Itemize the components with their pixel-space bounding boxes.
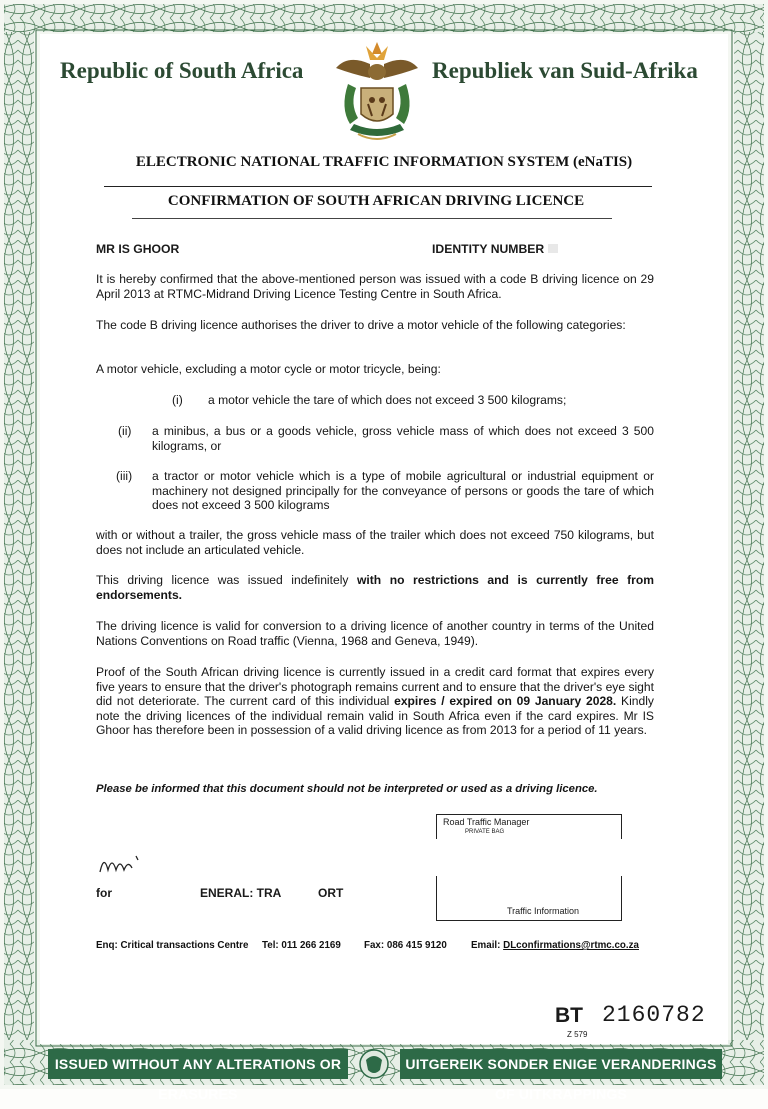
signatory-for: for bbox=[96, 886, 112, 900]
list-item-text: a minibus, a bus or a goods vehicle, gross vehicle mass of which does not exceed 3 500 kilograms, or bbox=[152, 424, 654, 453]
header-right-title: Republiek van Suid-Afrika bbox=[432, 58, 698, 83]
serial-number: 2160782 bbox=[602, 1002, 706, 1028]
stamp-top bbox=[436, 814, 622, 839]
paragraph-conversion: The driving licence is valid for conversion to a driving licence of another country in terms of the United Nations Conventions on Road traffic (Vienna, 1968 and Geneva, 1949). bbox=[96, 619, 654, 648]
list-item-text: a tractor or motor vehicle which is a type of mobile agricultural or industrial equipment or machinery not designed principally for the conveyance of persons or goods the tare of which does not exceed 3 500 kilograms bbox=[152, 469, 654, 513]
footer-email: Email: DLconfirmations@rtmc.co.za bbox=[471, 940, 639, 951]
footer-fax: Fax: 086 415 9120 bbox=[364, 940, 447, 951]
person-name: MR IS GHOOR bbox=[96, 242, 180, 256]
signatory-department: ENERAL: TRA bbox=[200, 886, 282, 900]
band-left: ISSUED WITHOUT ANY ALTERATIONS OR ERASURES bbox=[48, 1049, 348, 1079]
title-underline bbox=[132, 218, 612, 219]
footer-enquiries: Enq: Critical transactions Centre bbox=[96, 940, 249, 951]
stamp-line-1: Road Traffic Manager bbox=[443, 817, 530, 827]
list-item-number: (i) bbox=[172, 393, 183, 407]
serial-prefix: BT bbox=[555, 1004, 583, 1027]
form-code: Z 579 bbox=[567, 1030, 588, 1039]
paragraph-trailer: with or without a trailer, the gross vehicle mass of the trailer which does not exceed 750 kilograms, but does not include an articulated vehicle. bbox=[96, 528, 654, 557]
footer-telephone: Tel: 011 266 2169 bbox=[262, 940, 341, 951]
list-item-number: (iii) bbox=[116, 469, 133, 483]
header-left-title: Republic of South Africa bbox=[60, 58, 304, 83]
system-title: ELECTRONIC NATIONAL TRAFFIC INFORMATION SYSTEM (eNaTIS) bbox=[135, 154, 633, 170]
email-link[interactable]: DLconfirmations@rtmc.co.za bbox=[503, 940, 639, 951]
disclaimer-notice: Please be informed that this document should not be interpreted or used as a driving licence. bbox=[96, 783, 598, 795]
title-divider bbox=[104, 186, 652, 187]
signatory-department-tail: ORT bbox=[318, 886, 344, 900]
paragraph-vehicle: A motor vehicle, excluding a motor cycle or motor tricycle, being: bbox=[96, 362, 441, 376]
coat-of-arms-icon bbox=[328, 38, 426, 146]
paragraph-issue: It is hereby confirmed that the above-mentioned person was issued with a code B driving licence on 29 April 2013 at RTMC-Midrand Driving Licence Testing Centre in South Africa. bbox=[96, 272, 654, 301]
stamp-line-2: PRIVATE BAG bbox=[465, 829, 505, 835]
band-right: UITGEREIK SONDER ENIGE VERANDERINGS OF UITKRAPPINGS bbox=[400, 1049, 722, 1079]
stamp-line-3: Traffic Information bbox=[507, 906, 580, 916]
paragraph-restrictions: This driving licence was issued indefinitely with no restrictions and is currently free from endorsements. bbox=[96, 573, 654, 602]
paragraph-categories: The code B driving licence authorises the driver to drive a motor vehicle of the following categories: bbox=[96, 318, 626, 332]
document-title: CONFIRMATION OF SOUTH AFRICAN DRIVING LICENCE bbox=[167, 193, 585, 209]
paragraph-card-expiry: Proof of the South African driving licence is currently issued in a credit card format that expires every five years to ensure that the driver's photograph remains current and to ensure that the driver's eye sight did not deteriorate. The current card of this individual expires / expired on 09 January 2028. Kindly note the driving licences of the individual remain valid in South Africa even if the card expires. Mr IS Ghoor has therefore been in possession of a valid driving licence as from 2013 for a period of 11 years. bbox=[96, 665, 654, 738]
list-item-number: (ii) bbox=[118, 424, 132, 438]
identity-number-label: IDENTITY NUMBER bbox=[432, 242, 558, 256]
signature-mark bbox=[96, 850, 156, 880]
small-crest-icon bbox=[356, 1046, 392, 1082]
stamp-bottom bbox=[436, 876, 622, 921]
list-item-text: a motor vehicle the tare of which does not exceed 3 500 kilograms; bbox=[208, 393, 567, 407]
